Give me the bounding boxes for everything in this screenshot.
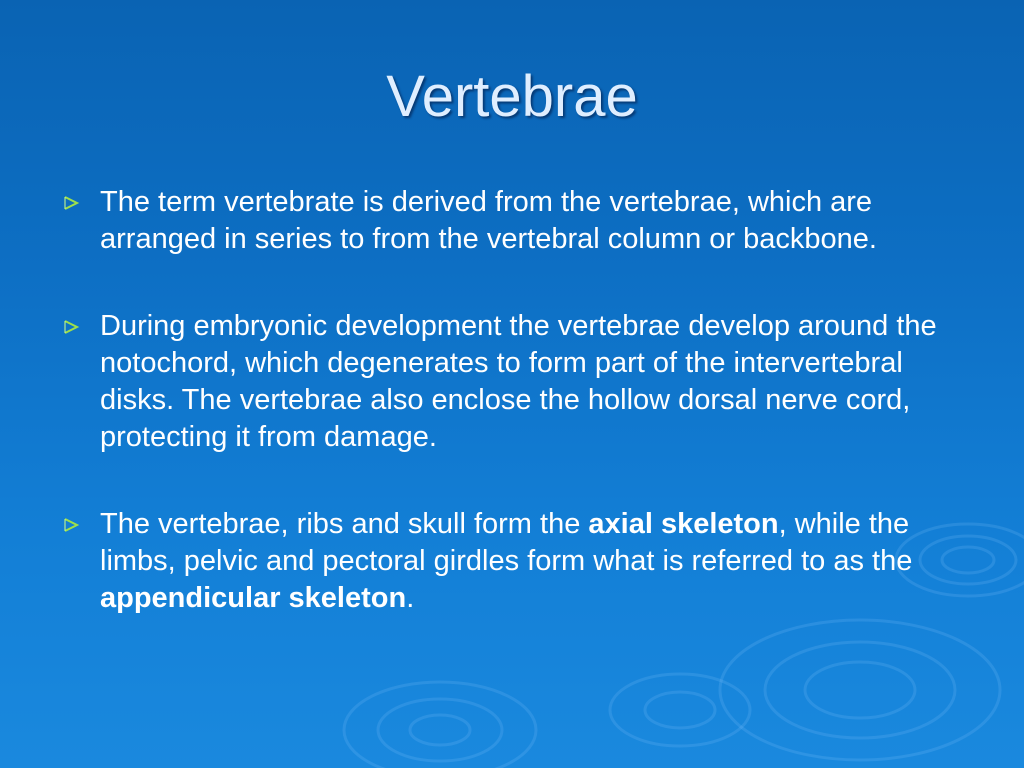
bullet-item [62,506,962,617]
bullet-text-part: , while the limbs, pelvic and pectoral girdles form what is referred to as the [100,508,913,577]
bullet-item [62,308,962,456]
arrow-bullet-icon [62,308,84,345]
arrow-bullet-icon [62,184,84,221]
bullet-list [62,184,962,667]
bold-term-appendicular-skeleton: appendicular skeleton [100,582,407,614]
bullet-text [100,508,912,614]
bullet-text-part: . [406,582,415,614]
bold-term-axial-skeleton: axial skeleton [588,508,779,540]
arrow-bullet-icon [62,506,84,543]
bullet-item [62,184,962,258]
bullet-text-part: The vertebrae, ribs and skull form the [100,508,589,540]
slide-title: Vertebrae [386,64,638,129]
bullet-text: The term vertebrate is derived from the vertebrae, which are arranged in series to from the vertebral column or backbone. [100,186,877,255]
bullet-text: During embryonic development the vertebrae develop around the notochord, which degenerates to form part of the intervertebral disks. The vertebrae also enclose the hollow dorsal nerve cord, protecting it from damage. [100,310,937,453]
